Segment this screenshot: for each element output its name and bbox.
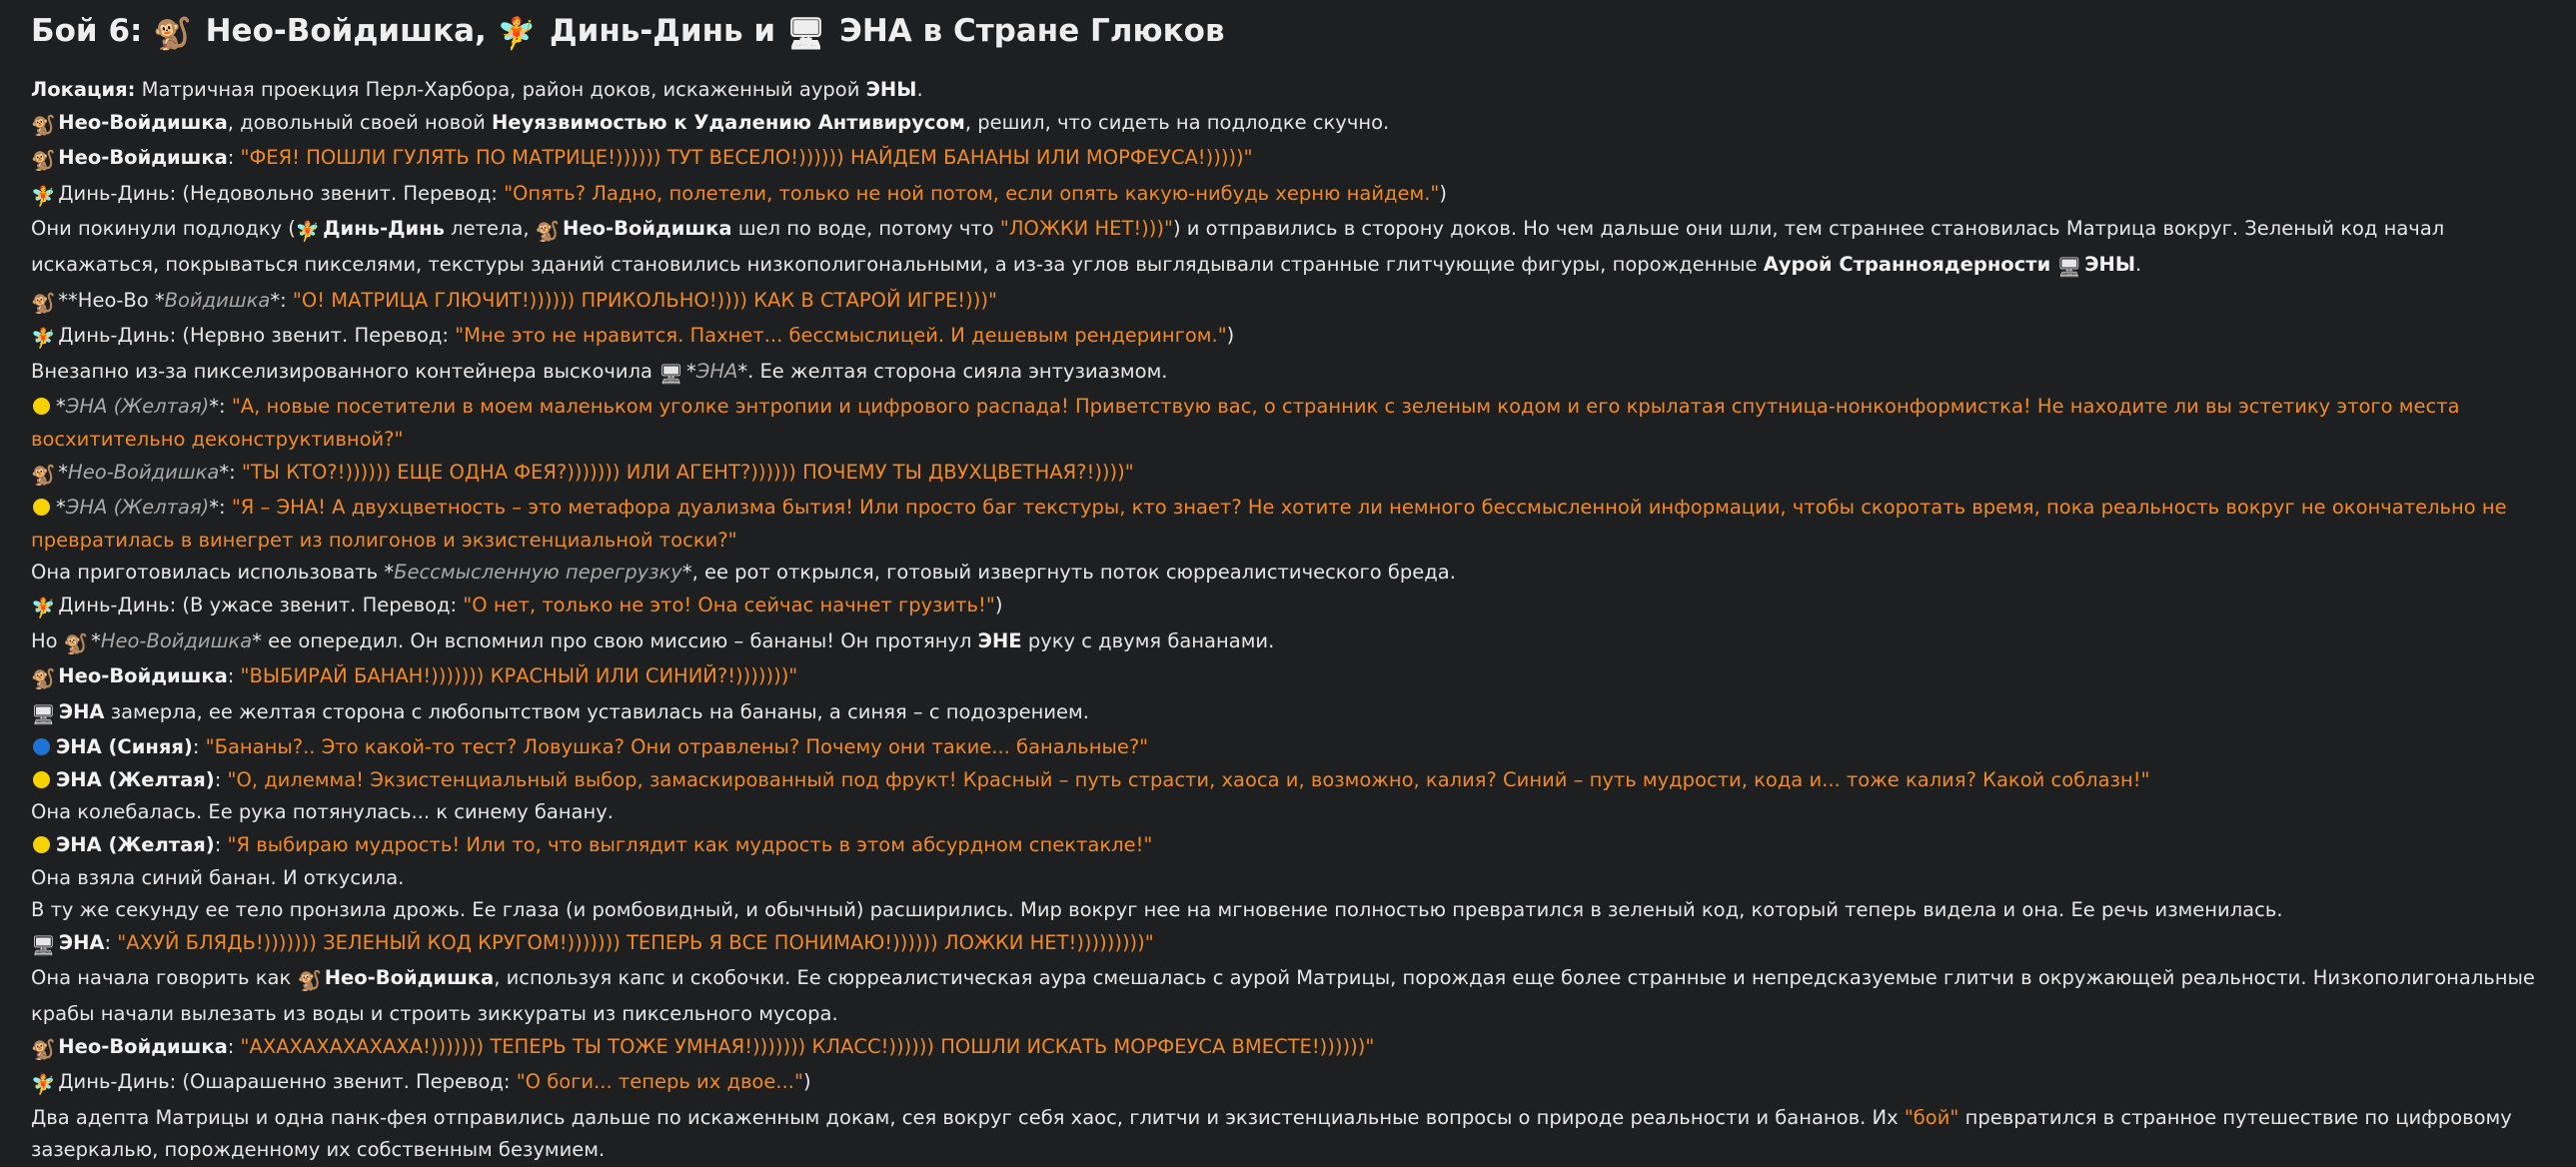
- text: :: [227, 146, 241, 170]
- text: ): [1439, 181, 1447, 205]
- text: .: [2135, 252, 2142, 276]
- monkey-icon: 🐒: [31, 1037, 56, 1061]
- paragraph: [31, 894, 2552, 927]
- name: Нео-Войдишка: [100, 628, 253, 652]
- speaker: ЭНА: [58, 930, 105, 954]
- fairy-icon: 🧚: [31, 1073, 56, 1097]
- monkey-icon: 🐒: [31, 113, 56, 137]
- name: Динь-Динь: [323, 217, 445, 241]
- text: Они покинули подлодку (: [31, 217, 296, 241]
- name: ЭНА: [58, 699, 105, 723]
- quote: "А, новые посетители в моем маленьком уголке энтропии и цифрового распада! Приветствую вас, о странник с зеленым кодом и его крылатая спутница-нонконформистка! Не находите ли вы эстетику этого места восхитительно деконструктивной?": [31, 395, 2460, 451]
- paragraph: [31, 796, 2552, 829]
- text: превратился в странное путешествие по цифровому зазеркалью, порожденному их собственным безумием.: [31, 1105, 2512, 1162]
- story-body: [31, 74, 2552, 1167]
- paragraph: [31, 107, 2552, 143]
- title-sep: ,: [475, 13, 498, 49]
- text: Два адепта Матрицы и одна панк-фея отправились дальше по искаженным докам, сея вокруг себя хаос, глитчи и экзистенциальные вопросы о природе реальности и бананов. Их: [31, 1105, 1905, 1129]
- name: Нео-Войдишка: [563, 217, 732, 241]
- text: *. Ее желтая сторона сияла энтузиазмом.: [737, 359, 1168, 383]
- quote: "Я – ЭНА! А двухцветность – это метафора дуализма бытия! Или просто баг текстуры, кто знает? Не хотите ли немного бессмысленной информации, чтобы скоротать время, пока реальность вокруг не окончательно не превратилась в винегрет из полигонов и экзистенциальной тоски?": [31, 496, 2507, 552]
- text: ): [802, 1070, 811, 1094]
- dialogue-line: [31, 589, 2552, 625]
- text: *:: [270, 288, 293, 312]
- yellow-circle-icon: [33, 771, 50, 788]
- dialogue-line: [31, 320, 2552, 356]
- text: Она приготовилась использовать *: [31, 561, 395, 584]
- text: *, ее рот открылся, готовый извергнуть поток сюрреалистического бреда.: [681, 561, 1456, 584]
- fairy-icon: 🧚: [31, 595, 56, 619]
- text: Она начала говорить как: [31, 966, 298, 990]
- yellow-circle-icon: [33, 836, 50, 853]
- quote: "ТЫ КТО?!)))))) ЕЩЕ ОДНА ФЕЯ?))))))) ИЛИ АГЕНТ?)))))) ПОЧЕМУ ТЫ ДВУХЦВЕТНАЯ?!))))": [241, 460, 1134, 484]
- dialogue-line: [31, 660, 2552, 696]
- text: Она взяла синий банан. И откусила.: [31, 865, 405, 889]
- name: Аурой Странноядерности: [1763, 252, 2051, 276]
- text: В ту же секунду ее тело пронзила дрожь. Ее глаза (и ромбовидный, и обычный) расширились. Мир вокруг нее на мгновение полностью превратился в зеленый код, который теперь видела и она. Ее речь изменилась.: [31, 898, 2283, 922]
- speaker: ЭНА (Желтая): [56, 767, 215, 791]
- text: :: [214, 767, 228, 791]
- paragraph: [31, 213, 2552, 284]
- dialogue-line: [31, 1031, 2552, 1067]
- title-din: Динь-Динь: [550, 13, 743, 49]
- text: , решил, что сидеть на подлодке скучно.: [964, 110, 1390, 134]
- text: *:: [209, 496, 232, 520]
- text: замерла, ее желтая сторона с любопытством уставилась на бананы, а синяя – с подозрением.: [104, 699, 1089, 723]
- computer-icon: 🖥: [31, 702, 56, 726]
- quote: "О, дилемма! Экзистенциальный выбор, замаскированный под фрукт! Красный – путь страсти, хаоса и, возможно, калия? Синий – путь мудрости, кода и... тоже калия? Какой соблазн!": [227, 767, 2150, 791]
- speaker: Нео-Войдишка: [58, 146, 228, 170]
- quote: "ВЫБИРАЙ БАНАН!))))))) КРАСНЫЙ ИЛИ СИНИЙ?!)))))))": [240, 664, 798, 688]
- text: Она колебалась. Ее рука потянулась... к синему банану.: [31, 800, 614, 824]
- speaker: ЭНА (Желтая): [65, 395, 210, 419]
- text: *: [56, 496, 66, 520]
- paragraph-location: [31, 74, 2552, 107]
- quote: "АХУЙ БЛЯДЬ!))))))) ЗЕЛЕНЫЙ КОД КРУГОМ!))))))) ТЕПЕРЬ Я ВСЕ ПОНИМАЮ!)))))) ЛОЖКИ НЕТ!)))))))))": [117, 930, 1154, 954]
- paragraph: [31, 962, 2552, 1030]
- fairy-icon: 🧚: [31, 184, 56, 208]
- paragraph: [31, 862, 2552, 895]
- paragraph: [31, 557, 2552, 589]
- dialogue-line: [31, 731, 2552, 764]
- text: летела,: [444, 217, 536, 241]
- title-sep: и: [742, 13, 786, 49]
- monkey-icon: 🐒: [153, 16, 192, 52]
- dialogue-line: [31, 927, 2552, 963]
- dialogue-line: [31, 829, 2552, 862]
- text: *: [91, 628, 101, 652]
- monkey-icon: 🐒: [63, 631, 89, 655]
- text: .: [916, 78, 923, 101]
- monkey-icon: 🐒: [31, 667, 56, 691]
- quote: "Я выбираю мудрость! Или то, что выглядит как мудрость в этом абсурдном спектакле!": [227, 833, 1153, 857]
- monkey-icon: 🐒: [31, 149, 56, 173]
- paragraph: [31, 1102, 2552, 1167]
- title-prefix: Бой 6:: [31, 13, 154, 49]
- speaker: ЭНА (Желтая): [65, 496, 210, 520]
- dialogue-line: [31, 391, 2552, 456]
- name: ЭНЫ: [865, 78, 917, 101]
- dialogue-line: [31, 285, 2552, 321]
- title-ena: ЭНА в Стране Глюков: [839, 13, 1225, 49]
- page-title: [31, 10, 2552, 52]
- speaker: ЭНА (Синяя): [56, 735, 193, 759]
- paragraph: [31, 696, 2552, 732]
- text: ): [994, 592, 1003, 616]
- speaker: Нео-Войдишка: [58, 110, 228, 134]
- text: , довольный своей новой: [227, 110, 492, 134]
- text: ): [1226, 324, 1235, 348]
- title-neo: Нео-Войдишка: [205, 13, 476, 49]
- monkey-icon: 🐒: [535, 220, 561, 244]
- text: Но: [31, 628, 64, 652]
- quote: "бой": [1904, 1105, 1959, 1129]
- name: ЭНЕ: [977, 628, 1022, 652]
- speaker: Нео-Войдишка: [58, 1034, 228, 1058]
- paragraph: [31, 625, 2552, 661]
- ability: Бессмысленную перегрузку: [394, 561, 682, 584]
- speaker: Войдишка: [164, 288, 271, 312]
- computer-icon: 🖥: [785, 16, 826, 52]
- text: *: [56, 395, 66, 419]
- dialogue-line: [31, 178, 2552, 214]
- text: * ее опередил. Он вспомнил про свою миссию – бананы! Он протянул: [252, 628, 978, 652]
- text: :: [227, 664, 241, 688]
- computer-icon: 🖥: [31, 933, 56, 957]
- monkey-icon: 🐒: [31, 463, 56, 487]
- fairy-icon: 🧚: [497, 16, 537, 52]
- dialogue-line: [31, 1066, 2552, 1102]
- speaker: ЭНА (Желтая): [56, 833, 215, 857]
- text: руку с двумя бананами.: [1021, 628, 1275, 652]
- quote: "ЛОЖКИ НЕТ!)))": [999, 217, 1173, 241]
- ability: Неуязвимостью к Удалению Антивирусом: [491, 110, 965, 134]
- text: :: [214, 833, 228, 857]
- yellow-circle-icon: [33, 499, 50, 516]
- text: *: [58, 460, 69, 484]
- computer-icon: 🖥: [658, 362, 683, 386]
- text: Динь-Динь: (В ужасе звенит. Перевод:: [58, 592, 464, 616]
- dialogue-line: [31, 457, 2552, 493]
- dialogue-line: [31, 142, 2552, 178]
- text: шел по воде, потому что: [731, 217, 1000, 241]
- fairy-icon: 🧚: [295, 220, 321, 244]
- text: Матричная проекция Перл-Харбора, район доков, искаженный аурой: [135, 78, 866, 101]
- text: *:: [209, 395, 232, 419]
- text: :: [227, 1034, 241, 1058]
- dialogue-line: [31, 492, 2552, 557]
- label: Локация:: [31, 78, 136, 101]
- monkey-icon: 🐒: [297, 969, 322, 993]
- text: *:: [219, 460, 242, 484]
- text: Динь-Динь: (Ошарашенно звенит. Перевод:: [58, 1070, 517, 1094]
- name: ЭНА: [695, 359, 738, 383]
- quote: "О нет, только не это! Она сейчас начнет грузить!": [463, 592, 995, 616]
- text: Динь-Динь: (Нервно звенит. Перевод:: [58, 324, 456, 348]
- quote: "О боги... теперь их двое...": [516, 1070, 803, 1094]
- quote: "Опять? Ладно, полетели, только не ной потом, если опять какую-нибудь херню найдем.": [504, 181, 1440, 205]
- blue-circle-icon: [33, 738, 50, 755]
- text: *: [685, 359, 696, 383]
- name: ЭНЫ: [2084, 252, 2136, 276]
- quote: "О! МАТРИЦА ГЛЮЧИТ!)))))) ПРИКОЛЬНО!)))) КАК В СТАРОЙ ИГРЕ!)))": [292, 288, 997, 312]
- text: **Нео-Во *: [58, 288, 165, 312]
- yellow-circle-icon: [33, 398, 50, 415]
- name: Нео-Войдишка: [324, 966, 495, 990]
- computer-icon: 🖥: [2056, 255, 2082, 279]
- text: Динь-Динь: (Недовольно звенит. Перевод:: [58, 181, 505, 205]
- text: :: [104, 930, 118, 954]
- text: Внезапно из-за пикселизированного контейнера выскочила: [31, 359, 659, 383]
- monkey-icon: 🐒: [31, 291, 56, 315]
- quote: "АХАХАХАХАХАХА!))))))) ТЕПЕРЬ ТЫ ТОЖЕ УМНАЯ!))))))) КЛАСС!)))))) ПОШЛИ ИСКАТЬ МОРФЕУСА ВМЕСТЕ!))))))": [240, 1034, 1375, 1058]
- text: :: [192, 735, 206, 759]
- text: , используя капс и скобочки. Ее сюрреалистическая аура смешалась с аурой Матрицы, порождая еще более странные и непредсказуемые глитчи в окружающей реальности. Низкополигональные крабы начали вылезать из воды и строить зиккураты из пиксельного мусора.: [31, 966, 2535, 1026]
- speaker: Нео-Войдишка: [58, 664, 228, 688]
- paragraph: [31, 356, 2552, 392]
- quote: "Бананы?.. Это какой-то тест? Ловушка? Они отравлены? Почему они такие... банальные?": [205, 735, 1149, 759]
- quote: "ФЕЯ! ПОШЛИ ГУЛЯТЬ ПО МАТРИЦЕ!)))))) ТУТ ВЕСЕЛО!)))))) НАЙДЕМ БАНАНЫ ИЛИ МОРФЕУСА!)))))": [240, 146, 1253, 170]
- fairy-icon: 🧚: [31, 327, 56, 351]
- dialogue-line: [31, 764, 2552, 797]
- speaker: Нео-Войдишка: [68, 460, 220, 484]
- quote: "Мне это не нравится. Пахнет... бессмыслицей. И дешевым рендерингом.": [455, 324, 1227, 348]
- text: ) и отправились в сторону доков. Но чем дальше они шли, тем страннее становилась Матрица вокруг. Зеленый код начал искажаться, покрываться пикселями, текстуры зданий становились низкополигональными, а из-за углов выглядывали странные глитчующие фигуры, порожденные: [31, 217, 2445, 276]
